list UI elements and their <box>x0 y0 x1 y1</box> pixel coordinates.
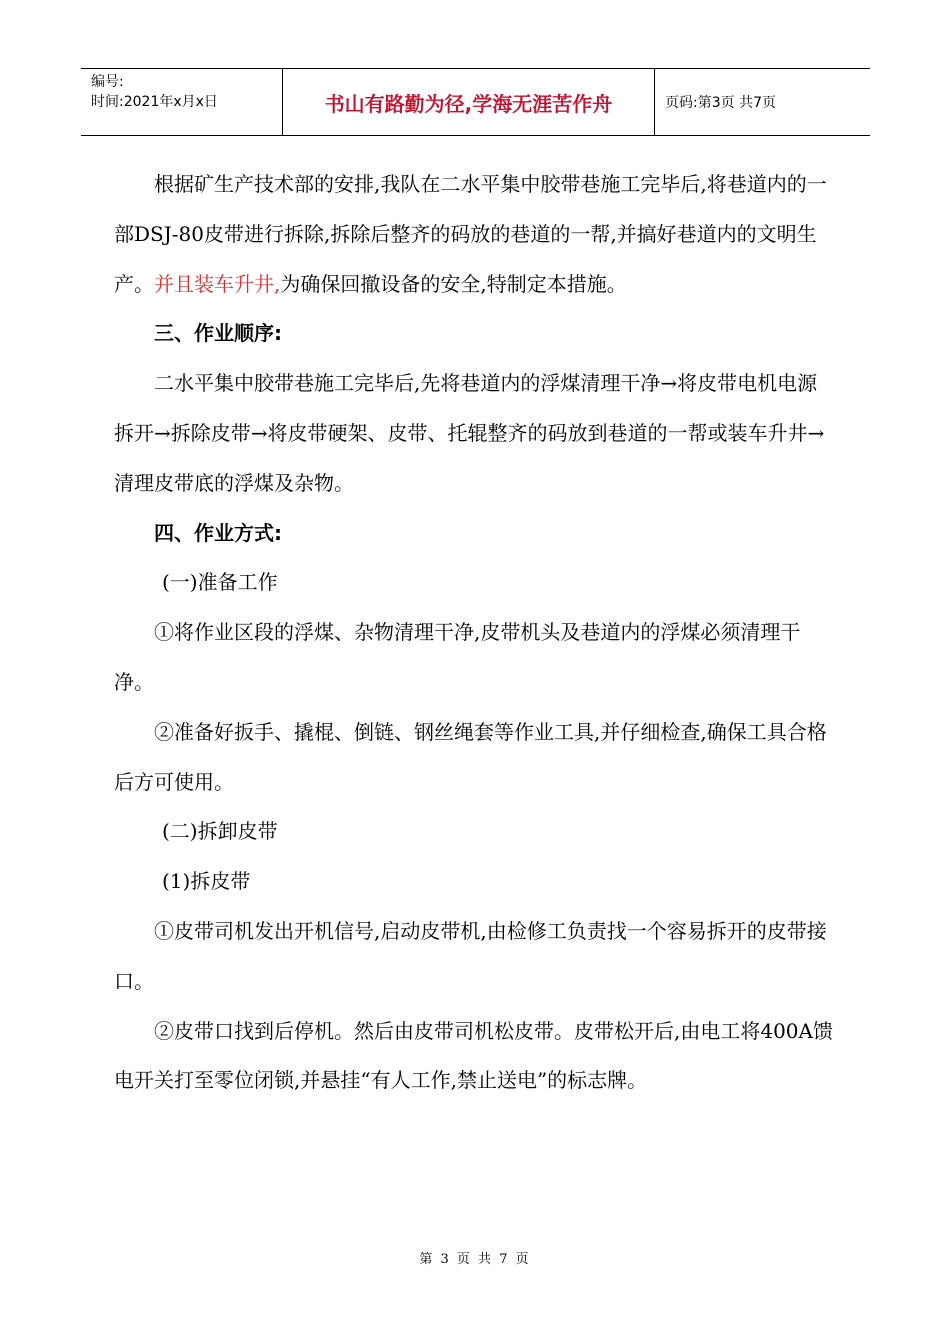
step-item-1: ①皮带司机发出开机信号,启动皮带机,由检修工负责找一个容易拆开的皮带接口。 <box>114 918 827 993</box>
prep-item-1: ①将作业区段的浮煤、杂物清理干净,皮带机头及巷道内的浮煤必须清理干净。 <box>114 620 801 694</box>
prep-item-2: ②准备好扳手、撬棍、倒链、钢丝绳套等作业工具,并仔细检查,确保工具合格后方可使用。 <box>114 719 827 794</box>
page-header <box>81 68 870 136</box>
time-label: 时间:2021年x月x日 <box>91 94 218 110</box>
intro-text-1: 根据矿生产技术部的安排,我队在二水平集中胶带巷施工完毕后,将巷道内的一部DSJ-80皮带进行拆除,拆除后整齐的码放的巷道的一帮,并搞好巷道内的文明生产。 <box>114 172 827 296</box>
step-item-2: ②皮带口找到后停机。然后由皮带司机松皮带。皮带松开后,由电工将400A馈电开关打至零位闭锁,并悬挂“有人工作,禁止送电”的标志牌。 <box>114 1018 833 1093</box>
sub1-title: (一)准备工作 <box>162 570 278 595</box>
section4-title: 四、作业方式: <box>154 520 282 545</box>
page-footer: 第 3 页 共 7 页 <box>419 1252 531 1267</box>
sub2-1-title: (1)拆皮带 <box>162 869 251 894</box>
header-meta <box>81 69 282 135</box>
intro-red-text: 并且装车升井, <box>154 271 281 296</box>
section3-paragraph: 二水平集中胶带巷施工完毕后,先将巷道内的浮煤清理干净→将皮带电机电源拆开→拆除皮带→将皮带硬架、皮带、托辊整齐的码放到巷道的一帮或装车升井→清理皮带底的浮煤及杂物。 <box>114 371 825 495</box>
sub2-title: (二)拆卸皮带 <box>162 819 278 844</box>
intro-paragraph <box>114 160 836 309</box>
code-label: 编号: <box>91 74 124 90</box>
header-page-label: 页码:第3页 共7页 <box>665 95 776 111</box>
section3-title: 三、作业顺序: <box>154 321 282 346</box>
document-body <box>114 160 836 1106</box>
intro-text-2: 为确保回撤设备的安全,特制定本措施。 <box>280 271 627 296</box>
header-motto: 书山有路勤为径,学海无涯苦作舟 <box>282 69 655 135</box>
